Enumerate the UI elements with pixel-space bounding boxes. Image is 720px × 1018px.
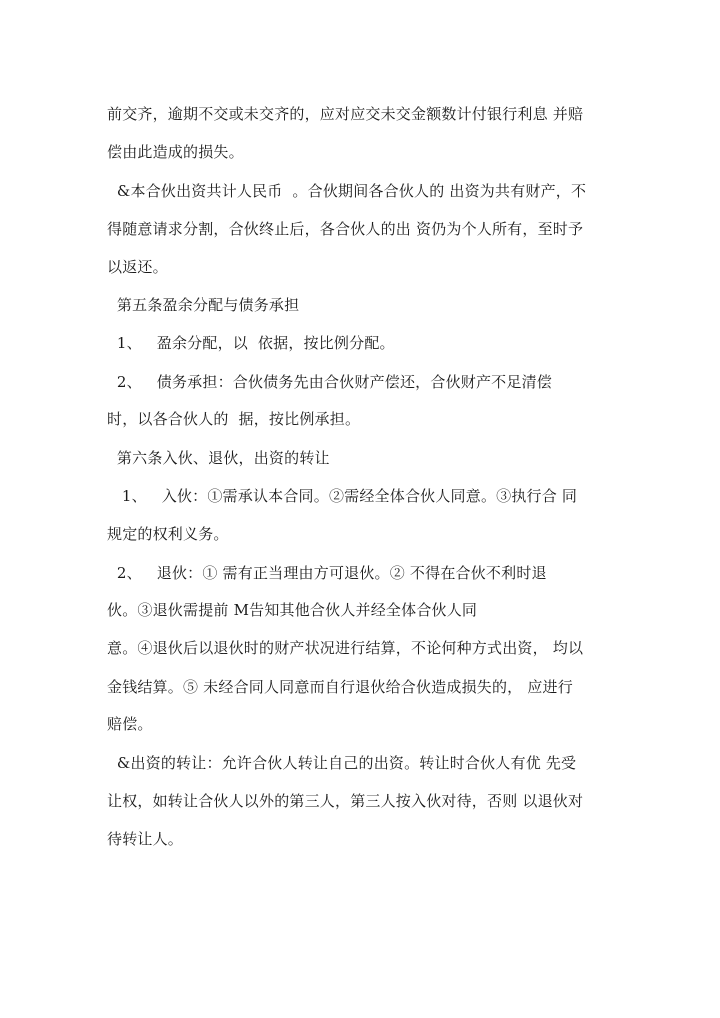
text-line: 2、 退伙：① 需有正当理由方可退伙。② 不得在合伙不利时退 — [107, 564, 547, 582]
text-line: 前交齐，逾期不交或未交齐的，应对应交未交金额数计付银行利息 并赔 — [107, 105, 584, 123]
text-line: 让权，如转让合伙人以外的第三人，第三人按入伙对待，否则 以退伙对 — [107, 792, 584, 810]
text-line: 待转让人。 — [107, 830, 184, 848]
text-line: 金钱结算。⑤ 未经合同人同意而自行退伙给合伙造成损失的， 应进行 — [107, 678, 573, 696]
text-line: 1、 入伙：①需承认本合同。②需经全体合伙人同意。③执行合 同 — [107, 487, 578, 505]
text-line: 得随意请求分割，合伙终止后，各合伙人的出 资仍为个人所有，至时予 — [107, 220, 584, 238]
text-line: 偿由此造成的损失。 — [107, 143, 244, 161]
text-line: 规定的权利义务。 — [107, 525, 229, 543]
section-heading: 第五条盈余分配与债务承担 — [107, 296, 300, 314]
text-line: 1、 盈余分配，以 依据，按比例分配。 — [107, 334, 395, 352]
text-line: 2、 债务承担：合伙债务先由合伙财产偿还，合伙财产不足清偿 — [107, 373, 552, 391]
text-line: 意。④退伙后以退伙时的财产状况进行结算，不论何种方式出资， 均以 — [107, 639, 584, 657]
text-line: &本合伙出资共计人民币 。合伙期间各合伙人的 出资为共有财产，不 — [107, 182, 587, 200]
text-line: 伙。③退伙需提前 M告知其他合伙人并经全体合伙人同 — [107, 601, 478, 619]
text-line: 时，以各合伙人的 据，按比例承担。 — [107, 410, 361, 428]
text-line: 赔偿。 — [107, 715, 153, 733]
text-line: &出资的转让：允许合伙人转让自己的出资。转让时合伙人有优 先受 — [107, 754, 577, 772]
section-heading: 第六条入伙、退伙，出资的转让 — [107, 449, 330, 467]
text-line: 以返还。 — [107, 258, 168, 276]
